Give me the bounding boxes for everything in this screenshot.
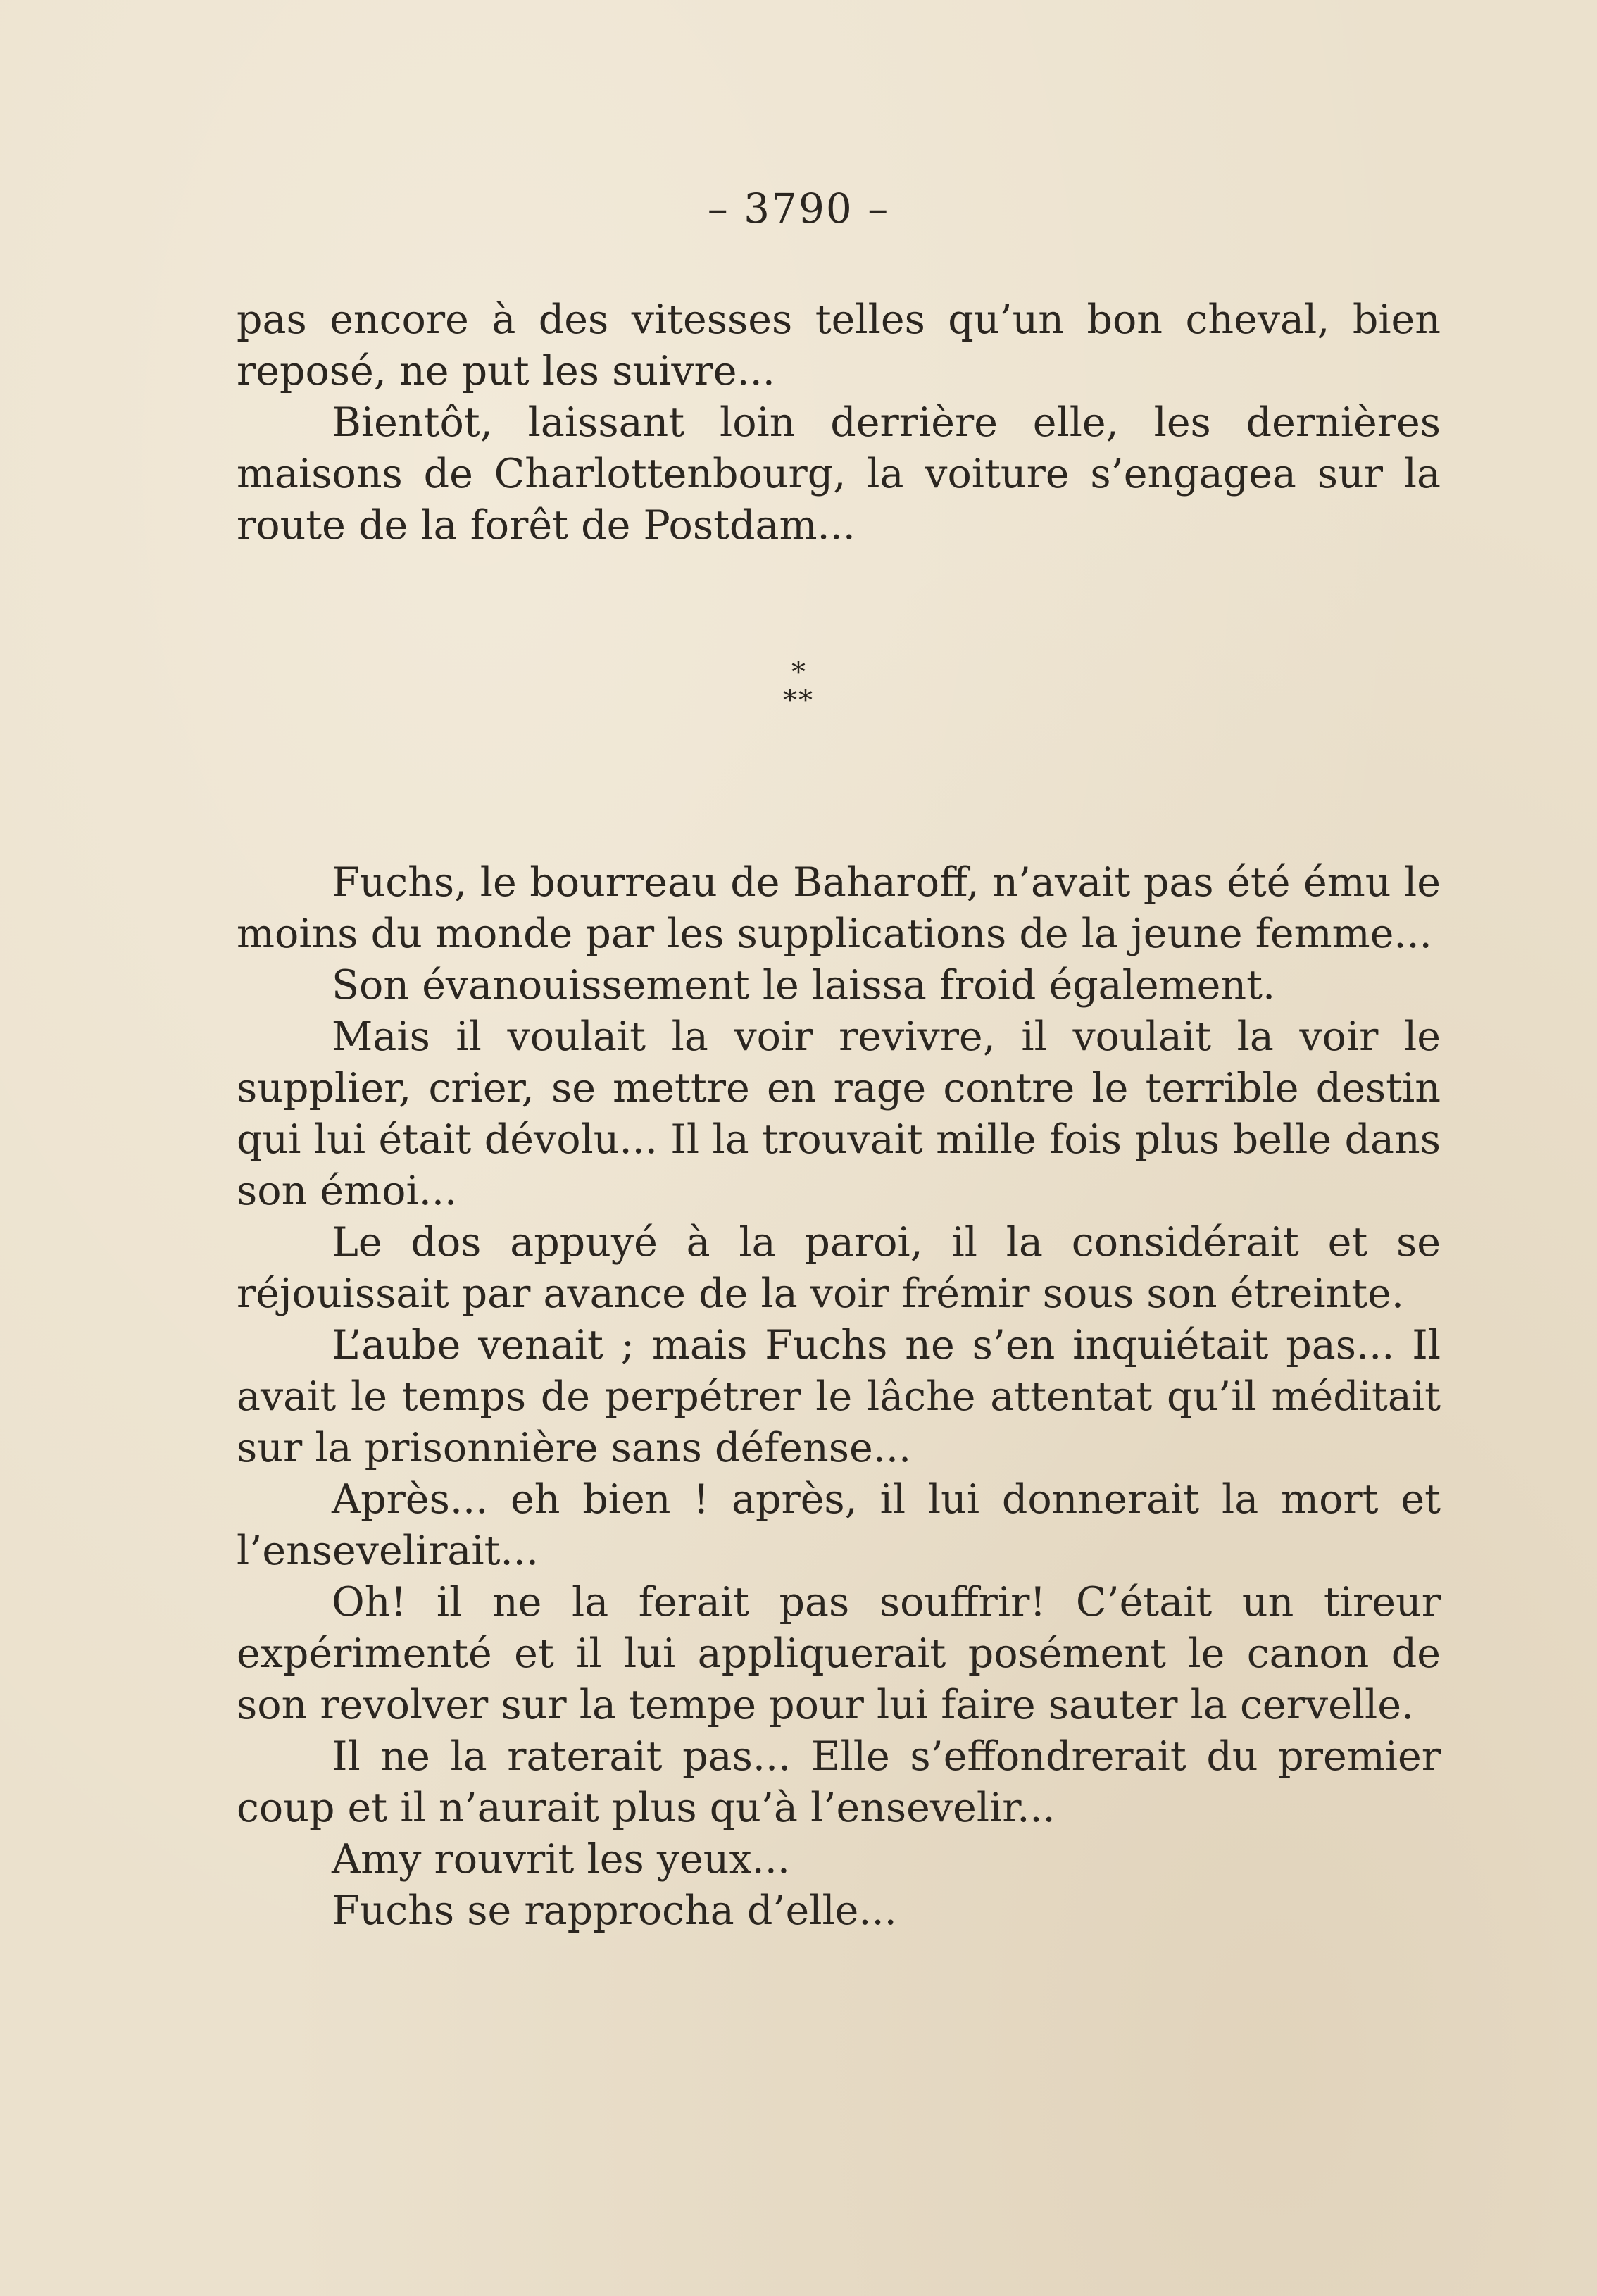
- section-break-asterism: [0, 656, 1597, 717]
- paragraph: Son évanouissement le laissa froid également.: [332, 962, 1276, 1009]
- paragraph: Après... eh bien ! après, il lui donnerait la mort et l’ensevelirait...: [237, 1476, 1441, 1574]
- paragraph: Oh! il ne la ferait pas souffrir! C’était un tireur expérimenté et il lui appliquerait posément le canon de son revolver sur la tempe pour lui faire sauter la cervelle.: [237, 1579, 1441, 1728]
- asterism-bottom: **: [783, 685, 814, 717]
- paragraph: L’aube venait ; mais Fuchs ne s’en inquiétait pas... Il avait le temps de perpétrer le lâche attentat qu’il méditait sur la prisonnière sans défense...: [237, 1322, 1441, 1471]
- paragraph: Il ne la raterait pas... Elle s’effondrerait du premier coup et il n’aurait plus qu’à l’ensevelir...: [237, 1733, 1441, 1831]
- paragraph: Fuchs, le bourreau de Baharoff, n’avait pas été ému le moins du monde par les supplications de la jeune femme...: [237, 859, 1441, 957]
- paragraph: Amy rouvrit les yeux...: [332, 1836, 790, 1883]
- paragraph: Le dos appuyé à la paroi, il la considérait et se réjouissait par avance de la voir frémir sous son étreinte.: [237, 1219, 1441, 1317]
- page-number: – 3790 –: [707, 185, 890, 232]
- paragraph: Fuchs se rapprocha d’elle...: [332, 1888, 897, 1934]
- paragraph: pas encore à des vitesses telles qu’un bon cheval, bien reposé, ne put les suivre...: [237, 297, 1441, 394]
- paragraph: Bientôt, laissant loin derrière elle, les dernières maisons de Charlottenbourg, la voiture s’engagea sur la route de la forêt de Postdam...: [237, 399, 1441, 549]
- text-block-before-break: [237, 294, 1441, 551]
- text-block-after-break: [237, 857, 1441, 1937]
- asterism-top: *: [791, 656, 806, 689]
- paragraph: Mais il voulait la voir revivre, il voulait la voir le supplier, crier, se mettre en rage contre le terrible destin qui lui était dévolu... Il la trouvait mille fois plus belle dans son émoi...: [237, 1013, 1441, 1214]
